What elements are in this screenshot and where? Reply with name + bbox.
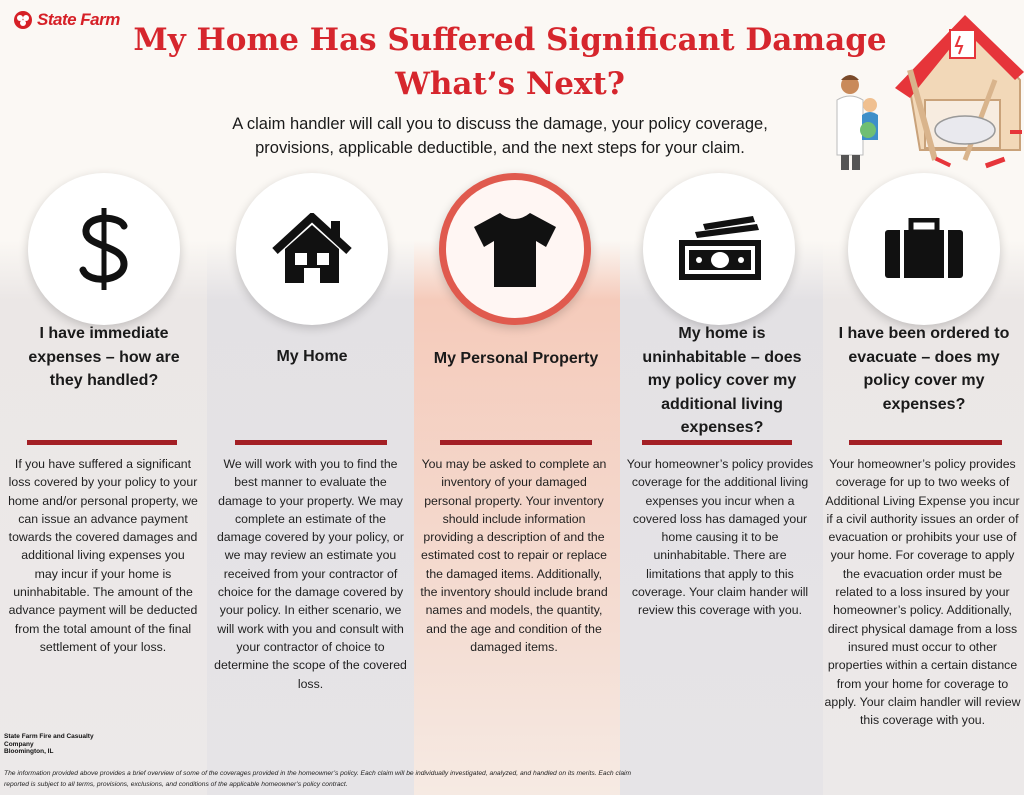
- column-body: You may be asked to complete an inventory of your damaged personal property. Your inventory should include information providing a description of and the estimated cost to repair or replace the damaged items. Additionally, the inventory should include brand names and models, the quantity, and the age and condition of the damaged items.: [420, 457, 608, 654]
- column-body: Your homeowner’s policy provides coverage for the additional living expenses you incur when a covered loss has damaged your home causing it to be uninhabitable. There are limitations that apply to this coverage. Your claim hander will review this coverage with you.: [626, 457, 814, 618]
- icon-circle: [236, 173, 388, 325]
- company-address: [4, 733, 94, 756]
- title-line-1: My Home Has Suffered Significant Damage: [133, 22, 887, 58]
- column-heading: My Home: [276, 348, 348, 365]
- column-body: We will work with you to find the best manner to evaluate the damage to your property. We may complete an estimate of the damage covered by your policy, or we may review an estimate you received from your contractor of choice for the damage covered by your policy. In either scenario, we will work with you and consult with your contractor of choice to determine the scope of the covered loss.: [214, 457, 407, 691]
- company-name-line-1: State Farm Fire and Casualty: [4, 733, 94, 740]
- state-farm-ovals-icon: [13, 10, 33, 30]
- brand-name: State Farm: [37, 10, 120, 29]
- column-heading: My Personal Property: [433, 350, 599, 367]
- cash-stack-icon: [673, 214, 765, 284]
- column-heading: My home is uninhabitable – does my policy cover my additional living expenses?: [642, 325, 802, 436]
- icon-circle: [28, 173, 180, 325]
- column-heading: I have immediate expenses – how are they handled?: [28, 325, 180, 389]
- disclaimer-text: The information provided above provides a brief overview of some of the coverages provided in the homeowner’s policy. Each claim will be individually investigated, analyzed, and handled on its merits. Each claim reported is subject to all terms, provisions, exclusions, and conditions of the applicable homeowner’s policy contract.: [4, 770, 632, 788]
- company-name-line-2: Company: [4, 740, 34, 748]
- section-divider: [440, 440, 592, 445]
- suitcase-icon: [883, 218, 965, 280]
- subtitle-line-1: A claim handler will call you to discuss the damage, your policy coverage,: [232, 115, 768, 133]
- tshirt-icon: [472, 209, 558, 289]
- icon-circle: [643, 173, 795, 325]
- house-icon: [271, 213, 353, 285]
- subtitle-line-2: provisions, applicable deductible, and the next steps for your claim.: [255, 139, 745, 157]
- page-title: [130, 18, 890, 106]
- dollar-sign-icon: [74, 204, 134, 294]
- column-heading: I have been ordered to evacuate – does my policy cover my expenses?: [838, 325, 1010, 413]
- damaged-house-illustration: [815, 10, 1024, 175]
- column-body: If you have suffered a significant loss covered by your policy to your home and/or personal property, we can issue an advance payment towards the covered damages and additional living expenses you may incur if your home is uninhabitable. The amount of the advance payment will be deducted from the total amount of the final settlement of your loss.: [8, 457, 198, 654]
- icon-circle: [848, 173, 1000, 325]
- column-body: Your homeowner’s policy provides coverage for up to two weeks of Additional Living Expense you incur if a civil authority issues an order of evacuation or prohibits your use of your home. For coverage to apply the evacuation order must be related to a loss insured by your homeowner’s policy. Additionally, direct physical damage from a loss insured must occur to other properties within a certain distance from your home for coverage to apply. Your claim handler will review this coverage with you.: [824, 457, 1021, 728]
- section-divider: [235, 440, 387, 445]
- section-divider: [642, 440, 792, 445]
- section-divider: [27, 440, 177, 445]
- icon-circle-highlighted: [439, 173, 591, 325]
- company-location: Bloomington, IL: [4, 748, 54, 755]
- state-farm-logo[interactable]: [13, 10, 120, 30]
- title-line-2: What’s Next?: [395, 66, 625, 102]
- page-subtitle: [200, 112, 800, 160]
- section-divider: [849, 440, 1002, 445]
